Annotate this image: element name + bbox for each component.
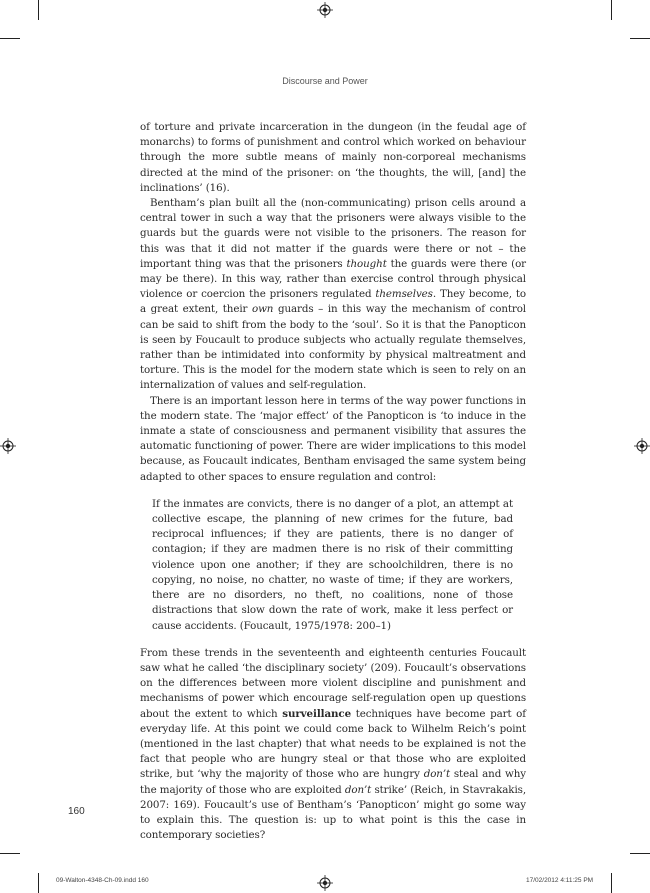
text-run: steal and why the majority of those who are exploited [140, 768, 526, 796]
crop-mark [38, 873, 39, 893]
emphasis: own [251, 303, 274, 316]
emphasis: don’t [344, 783, 372, 796]
text-run: strike’ (Reich, in Stavrakakis, 2007: 169). Foucault’s use of Bentham’s ‘Panopticon’ might go some way to explain this. The question is: up to what point is this the case in contemporary societies? [140, 783, 526, 842]
key-term: surveillance [282, 707, 352, 720]
footer-date: 17/02/2012 4:11:25 PM [526, 877, 594, 884]
crop-mark [38, 0, 39, 20]
registration-mark-icon [317, 875, 333, 891]
paragraph [140, 196, 526, 394]
registration-mark-icon [0, 438, 16, 454]
crop-mark [611, 0, 612, 20]
emphasis: thought [346, 257, 387, 270]
running-header: Discourse and Power [282, 76, 368, 86]
crop-mark [0, 853, 20, 854]
paragraph: of torture and private incarceration in the dungeon (in the feudal age of monarchs) to forms of punishment and control which worked on behaviour through the more subtle means of mainly non-corporeal mechanisms directed at the mind of the prisoner: on ‘the thoughts, the will, [and] the inclinations’ (16). [140, 121, 526, 194]
crop-mark [0, 38, 20, 39]
body-text [140, 120, 526, 843]
text-run: Bentham’s plan built all the (non-communicating) prison cells around a central tower in such a way that the prisoners were always visible to the guards but the guards were not visible to the prisoners. The reason for this was that it did not matter if the guards were there or not – the important thing was that the prisoners [140, 197, 526, 270]
emphasis: don’t [423, 768, 451, 781]
emphasis: themselves [375, 288, 433, 301]
registration-mark-icon [634, 438, 650, 454]
crop-mark [611, 873, 612, 893]
page-number: 160 [68, 806, 85, 817]
text-run: From these trends in the seventeenth and eighteenth centuries Foucault saw what he called ‘the disciplinary society’ (209). Foucault’s observations on the differences between more violent discipline and punishment and mechanisms of power which encourage self-regulation open up questions about the extent to which [140, 646, 526, 720]
text-run: the guards were there (or may be there). In this way, rather than exercise control through physical violence or coercion the prisoners regulated [140, 257, 527, 301]
text-run: guards – in this way the mechanism of control can be said to shift from the body to the ‘soul’. So it is that the Panopticon is seen by Foucault to produce subjects who actually regulate themselves, rather than be intimidated into conformity by physical maltreatment and torture. This is the model for the modern state which is seen to rely on an internalization of values and self-regulation. [140, 303, 526, 392]
crop-mark [630, 853, 650, 854]
registration-mark-icon [317, 2, 333, 18]
crop-mark [630, 38, 650, 39]
paragraph [140, 646, 526, 844]
block-quote: If the inmates are convicts, there is no danger of a plot, an attempt at collective escape, the planning of new crimes for the future, bad reciprocal influences; if they are patients, there is no danger of contagion; if they are madmen there is no risk of their committing violence upon one another; if they are schoolchildren, there is no copying, no noise, no chatter, no waste of time; if they are workers, there are no disorders, no theft, no coalitions, none of those distractions that slow down the rate of work, make it less perfect or cause accidents. (Foucault, 1975/1978: 200–1) [152, 497, 513, 632]
paragraph: There is an important lesson here in terms of the way power functions in the modern state. The ‘major effect’ of the Panopticon is ‘to induce in the inmate a state of consciousness and permanent visibility that assures the automatic functioning of power. There are wider implications to this model because, as Foucault indicates, Bentham envisaged the same system being adapted to other spaces to ensure regulation and control: [140, 394, 526, 483]
footer-file-info: 09-Walton-4348-Ch-09.indd 160 [56, 877, 149, 884]
text-run: . They become, to a great extent, their [140, 288, 527, 316]
text-run: techniques have become part of everyday life. At this point we could come back to Wilhelm Reich’s point (mentioned in the last chapter) that what needs to be explained is not the fact that people who are hungry steal or that those who are exploited strike, but ‘why the majority of those who are hungry [140, 707, 526, 781]
